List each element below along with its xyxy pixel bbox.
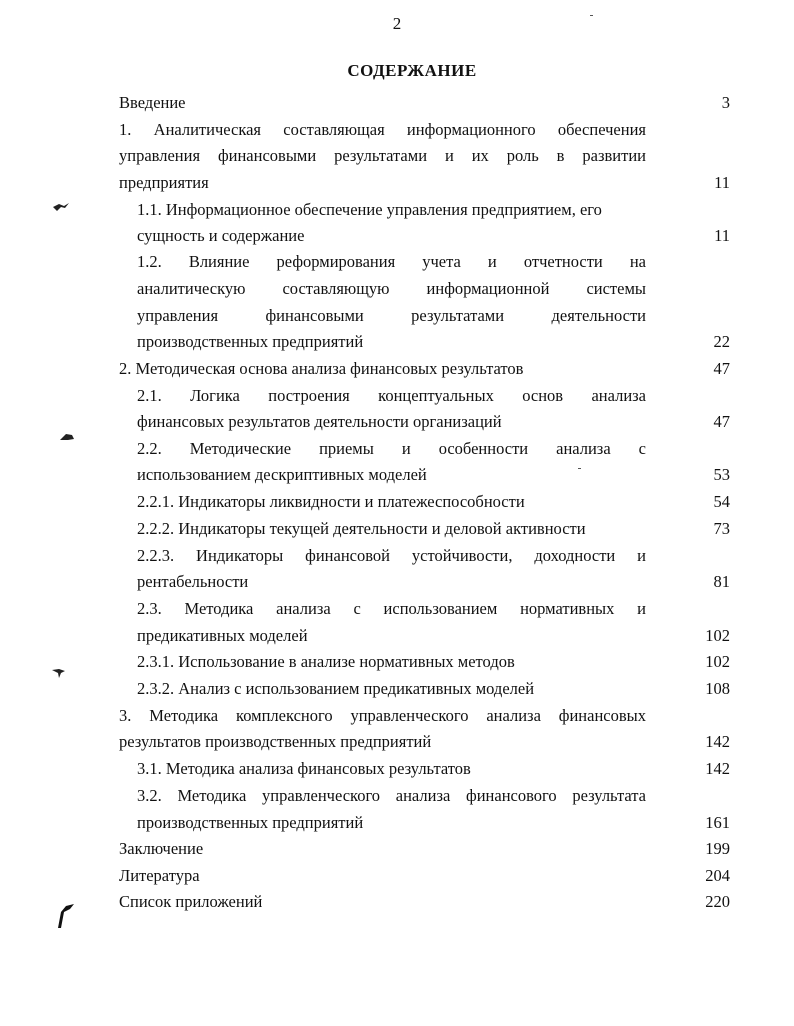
toc-entry-page: 142 bbox=[705, 759, 730, 778]
toc-entry-text: финансовых результатов деятельности организаций bbox=[137, 412, 502, 431]
toc-entry-text: сущность и содержание bbox=[137, 226, 305, 245]
toc-entry-text: производственных предприятий bbox=[137, 332, 364, 351]
toc-entry-page: 204 bbox=[705, 866, 730, 885]
toc-entry-text: предприятия bbox=[119, 173, 209, 192]
toc-entry-text: предикативных моделей bbox=[137, 626, 308, 645]
toc-entry-text: 1.1. Информационное обеспечение управления предприятием, его bbox=[137, 200, 602, 219]
toc-entry-text: 2.3.2. Анализ с использованием предикативных моделей bbox=[137, 679, 535, 698]
toc-entry-page: 11 bbox=[714, 173, 730, 192]
toc-entry-text: 2.2.2. Индикаторы текущей деятельности и деловой активности bbox=[137, 519, 586, 538]
toc-entry-text: 2.2.1. Индикаторы ликвидности и платежеспособности bbox=[137, 492, 525, 511]
toc-entry-text: 3.2. Методика управленческого анализа финансового результата bbox=[137, 786, 646, 805]
toc-entry-page: 47 bbox=[713, 359, 730, 378]
scan-mark bbox=[52, 201, 70, 213]
toc-entry-page: 73 bbox=[713, 519, 730, 538]
toc-entry-page: 11 bbox=[714, 226, 730, 245]
toc-entry-page: 102 bbox=[705, 652, 730, 671]
toc-entry-text: 2.2. Методические приемы и особенности анализа с bbox=[137, 439, 646, 458]
toc-entry-text: 2.1. Логика построения концептуальных основ анализа bbox=[137, 386, 646, 405]
toc-entry-text: 1.2. Влияние реформирования учета и отчетности на bbox=[137, 252, 646, 271]
toc-entry-text: Список приложений bbox=[119, 892, 263, 911]
scan-speck bbox=[590, 15, 593, 16]
toc-entry-text: результатов производственных предприятий bbox=[119, 732, 432, 751]
toc-entry-text: использованием дескриптивных моделей bbox=[137, 465, 427, 484]
page-number: 2 bbox=[392, 14, 402, 33]
toc-entry-page: 199 bbox=[705, 839, 730, 858]
toc-entry-page: 3 bbox=[721, 93, 730, 112]
toc-entry-text: 2.3.1. Использование в анализе нормативных методов bbox=[137, 652, 515, 671]
toc-entry-page: 54 bbox=[713, 492, 730, 511]
toc-entry-text: производственных предприятий bbox=[137, 813, 364, 832]
toc-entry-page: 102 bbox=[705, 626, 730, 645]
toc-entry-text: Литература bbox=[119, 866, 200, 885]
scan-mark bbox=[58, 431, 76, 443]
toc-entry-page: 161 bbox=[705, 813, 730, 832]
toc-entry-text: Введение bbox=[119, 93, 186, 112]
toc-entry-text: 2.2.3. Индикаторы финансовой устойчивости, доходности и bbox=[137, 546, 646, 565]
toc-entry-page: 53 bbox=[713, 465, 730, 484]
toc-entry-text: Заключение bbox=[119, 839, 204, 858]
toc-entry-text: 3. Методика комплексного управленческого анализа финансовых bbox=[119, 706, 646, 725]
toc-entry-text: управления финансовыми результатами и их роль в развитии bbox=[119, 146, 646, 165]
toc-entry-page: 142 bbox=[705, 732, 730, 751]
toc-entry-page: 81 bbox=[713, 572, 730, 591]
scan-mark bbox=[50, 667, 68, 679]
toc-entry-text: 1. Аналитическая составляющая информационного обеспечения bbox=[119, 120, 646, 139]
toc-entry-text: управления финансовыми результатами деятельности bbox=[137, 306, 646, 325]
toc-entry-text: аналитическую составляющую информационной системы bbox=[137, 279, 646, 298]
toc-entry-page: 108 bbox=[705, 679, 730, 698]
toc-entry-text: 2. Методическая основа анализа финансовых результатов bbox=[119, 359, 524, 378]
page-title: СОДЕРЖАНИЕ bbox=[347, 61, 477, 80]
toc-entry-text: 2.3. Методика анализа с использованием нормативных и bbox=[137, 599, 646, 618]
toc-entry-page: 220 bbox=[705, 892, 730, 911]
toc-entry-text: рентабельности bbox=[137, 572, 249, 591]
scan-mark bbox=[52, 900, 76, 930]
toc-entry-page: 47 bbox=[713, 412, 730, 431]
toc-entry-page: 22 bbox=[713, 332, 730, 351]
scan-speck bbox=[578, 468, 581, 469]
toc-entry-text: 3.1. Методика анализа финансовых результатов bbox=[137, 759, 471, 778]
